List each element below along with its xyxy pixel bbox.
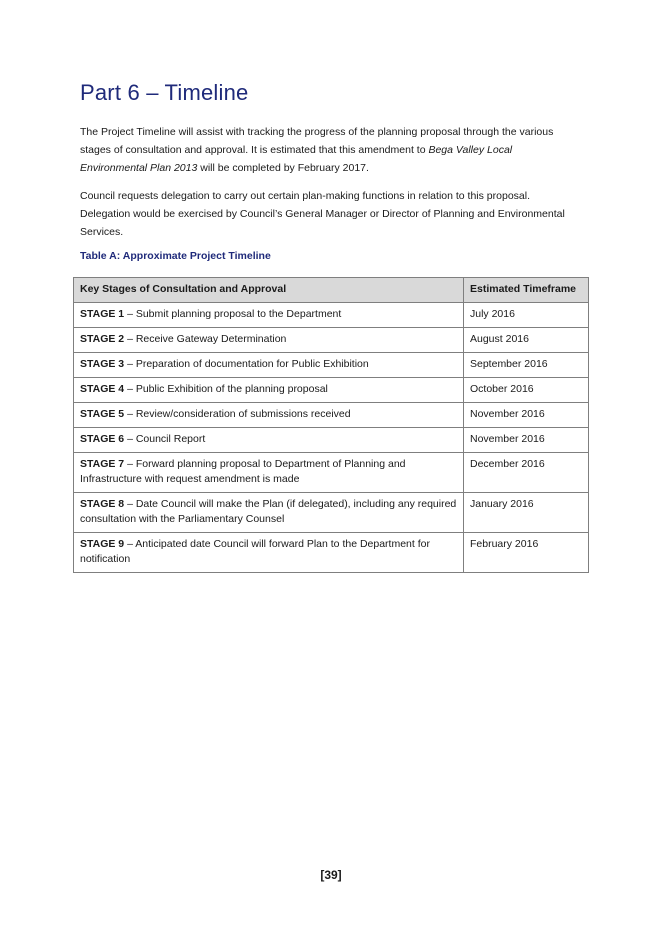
stage-description: – Review/consideration of submissions received	[124, 408, 351, 420]
table-caption: Table A: Approximate Project Timeline	[80, 250, 271, 262]
timeframe-cell: September 2016	[464, 353, 589, 378]
stage-description: – Anticipated date Council will forward Plan to the Department for notification	[80, 538, 430, 565]
page-title: Part 6 – Timeline	[80, 80, 249, 105]
stage-label: STAGE 3	[80, 358, 125, 370]
intro-text-end: will be completed by February 2017.	[197, 162, 369, 174]
table-row	[74, 533, 589, 573]
stage-description: – Preparation of documentation for Public Exhibition	[124, 358, 369, 370]
stage-label: STAGE 7	[80, 458, 125, 470]
stage-label: STAGE 6	[80, 433, 125, 445]
table-header-row	[74, 278, 589, 303]
stage-cell	[74, 353, 464, 378]
timeframe-cell: November 2016	[464, 428, 589, 453]
table-row	[74, 403, 589, 428]
page-number: [39]	[320, 868, 342, 882]
timeframe-cell: July 2016	[464, 303, 589, 328]
timeframe-cell: January 2016	[464, 493, 589, 533]
table-row	[74, 378, 589, 403]
stage-description: – Council Report	[124, 433, 206, 445]
stage-cell	[74, 428, 464, 453]
stage-label: STAGE 9	[80, 538, 125, 550]
stage-cell	[74, 493, 464, 533]
stage-description: – Public Exhibition of the planning proposal	[124, 383, 328, 395]
timeline-table	[73, 277, 589, 573]
table-row	[74, 353, 589, 378]
stage-label: STAGE 5	[80, 408, 125, 420]
header-timeframe: Estimated Timeframe	[464, 278, 589, 303]
timeframe-cell: February 2016	[464, 533, 589, 573]
intro-paragraph	[80, 123, 580, 177]
stage-cell	[74, 453, 464, 493]
timeframe-cell: October 2016	[464, 378, 589, 403]
stage-description: – Forward planning proposal to Department of Planning and Infrastructure with request amendment is made	[80, 458, 406, 485]
stage-label: STAGE 1	[80, 308, 125, 320]
table-row	[74, 493, 589, 533]
stage-label: STAGE 2	[80, 333, 125, 345]
plan-name-italic: Bega Valley Local Environmental Plan 2013	[80, 144, 513, 174]
table-row	[74, 303, 589, 328]
stage-cell	[74, 378, 464, 403]
header-stages: Key Stages of Consultation and Approval	[74, 278, 464, 303]
stage-description: – Receive Gateway Determination	[124, 333, 287, 345]
timeframe-cell: August 2016	[464, 328, 589, 353]
stage-description: – Date Council will make the Plan (if delegated), including any required consultation with the Parliamentary Counsel	[80, 498, 457, 525]
stage-cell	[74, 533, 464, 573]
stage-cell	[74, 328, 464, 353]
stage-cell	[74, 303, 464, 328]
delegation-paragraph: Council requests delegation to carry out certain plan-making functions in relation to this proposal. Delegation would be exercised by Council’s General Manager or Director of Planning and Environmental Services.	[80, 190, 565, 238]
stage-cell	[74, 403, 464, 428]
stage-label: STAGE 4	[80, 383, 125, 395]
stage-label: STAGE 8	[80, 498, 125, 510]
table-row	[74, 428, 589, 453]
table-row	[74, 328, 589, 353]
timeframe-cell: November 2016	[464, 403, 589, 428]
stage-description: – Submit planning proposal to the Department	[124, 308, 342, 320]
timeframe-cell: December 2016	[464, 453, 589, 493]
intro-text-start: The Project Timeline will assist with tracking the progress of the planning proposal through the various stages of consultation and approval. It is estimated that this amendment to	[80, 126, 554, 156]
table-row	[74, 453, 589, 493]
